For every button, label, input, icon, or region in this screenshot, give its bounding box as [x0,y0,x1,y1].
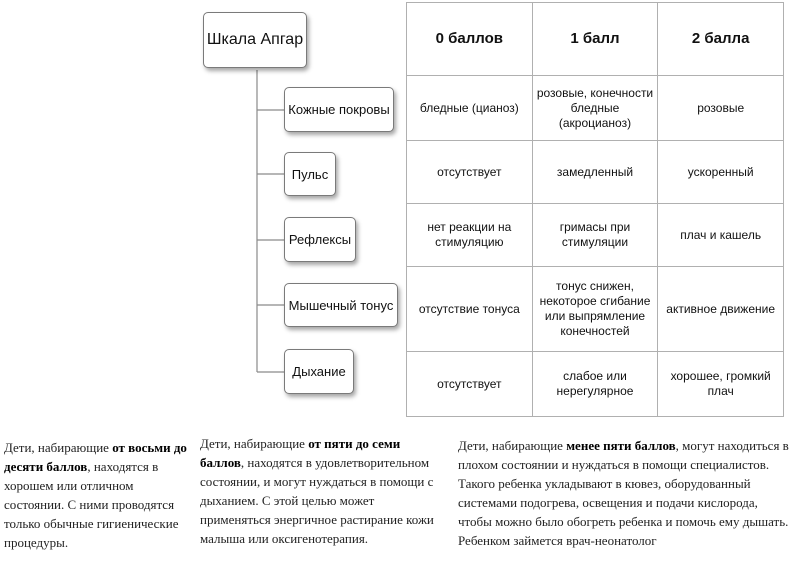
table-row [407,352,784,417]
table-cell: отсутствует [407,141,533,204]
table-cell: розовые [658,76,784,141]
tree-node-breathing: Дыхание [284,349,354,394]
table-cell: слабое или нерегулярное [532,352,658,417]
tree-node-skin: Кожные покровы [284,87,394,132]
tree-root-node: Шкала Апгар [203,12,307,68]
table-cell: отсутствует [407,352,533,417]
note-text: , находятся в удовлетворительном состоянии, и могут нуждаться в помощи с дыханием. С этой целью может применяться энергичное растирание кожи малыша или оксигенотерапия. [200,455,434,546]
table-cell: бледные (цианоз) [407,76,533,141]
table-row [407,141,784,204]
note-text: Дети, набирающие [458,438,567,453]
table-cell: гримасы при стимуляции [532,204,658,267]
table-header-cell: 1 балл [532,3,658,76]
apgar-score-table [406,2,784,417]
table-row [407,204,784,267]
note-text: , могут находиться в плохом состоянии и нуждаться в помощи специалистов. Такого ребенка укладывают в кювез, оборудованный системами подогрева, освещения и подачи кислорода, чтобы можно было обогреть ребенка и помочь ему дышать. Ребенком займется врач-неонатолог [458,438,789,548]
table-cell: плач и кашель [658,204,784,267]
tree-node-pulse: Пульс [284,152,336,196]
table-cell: розовые, конечности бледные (акроцианоз) [532,76,658,141]
note-low-score [458,436,790,550]
table-cell: замедленный [532,141,658,204]
note-high-score [4,438,194,552]
note-emphasis: менее пяти баллов [566,438,676,453]
table-cell: отсутствие тонуса [407,267,533,352]
table-header-row [407,3,784,76]
table-cell: активное движение [658,267,784,352]
note-emphasis: от пяти до семи баллов [200,436,401,470]
tree-node-muscle-tone: Мышечный тонус [284,283,398,327]
table-cell: хорошее, громкий плач [658,352,784,417]
table-cell: ускоренный [658,141,784,204]
note-text: , находятся в хорошем или отличном состоянии. С ними проводятся только обычные гигиенические процедуры. [4,459,179,550]
table-row [407,267,784,352]
note-text: Дети, набирающие [200,436,309,451]
tree-node-reflexes: Рефлексы [284,217,356,262]
table-cell: тонус снижен, некоторое сгибание или выпрямление конечностей [532,267,658,352]
table-cell: нет реакции на стимуляцию [407,204,533,267]
table-row [407,76,784,141]
table-header-cell: 2 балла [658,3,784,76]
note-medium-score [200,434,440,548]
note-text: Дети, набирающие [4,440,113,455]
table-header-cell: 0 баллов [407,3,533,76]
note-emphasis: от восьми до десяти баллов [4,440,187,474]
